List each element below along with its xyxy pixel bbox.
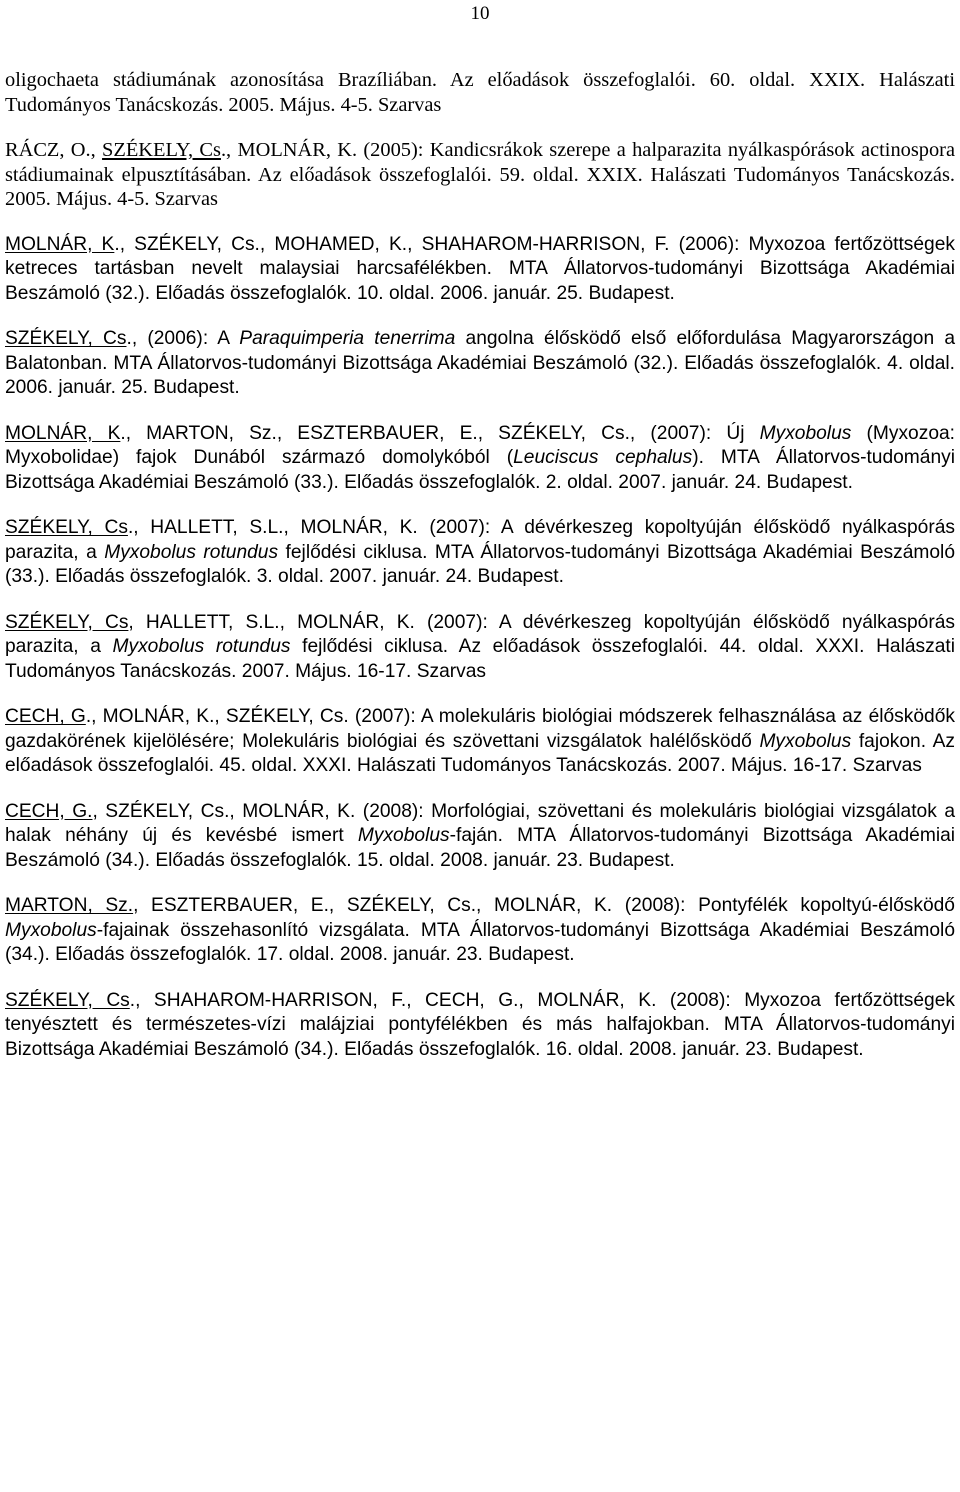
- reference-entry: [5, 327, 955, 401]
- reference-text: ., SZÉKELY, Cs., MOHAMED, K., SHAHAROM-HARRISON, F. (2006): Myxozoa fertőzöttségek ketreces tartásban nevelt malaysiai harcsafélékben. MTA Állatorvos-tudományi Bizottsága Akadémiai Beszámoló (32.). Előadás összefoglalók. 10. oldal. 2006. január. 25. Budapest.: [5, 233, 955, 304]
- reference-text: oligochaeta stádiumának azonosítása Brazíliában. Az előadások összefoglalói. 60. oldal. XXIX. Halászati Tudományos Tanácskozás. 2005. Május. 4-5. Szarvas: [5, 69, 955, 116]
- author-highlight: CECH, G.: [5, 800, 93, 822]
- reference-entry: [5, 138, 955, 212]
- reference-text: ). MTA Állatorvos-tudományi Bizottsága Akadémiai Beszámoló (33.). Előadás összefoglalók. 2. oldal. 2007. január. 24. Budapest.: [5, 447, 955, 493]
- reference-text: RÁCZ, O.: [5, 139, 91, 161]
- reference-entry: [5, 422, 955, 496]
- reference-text: fejlődési ciklusa. Az előadások összefoglalói. 44. oldal. XXXI. Halászati Tudományos Tanácskozás. 2007. Május. 16-17. Szarvas: [5, 636, 955, 682]
- species-name: Paraquimperia tenerrima: [239, 328, 456, 349]
- reference-text: angolna élősködő első előfordulása Magyarországon a Balatonban. MTA Állatorvos-tudományi Bizottsága Akadémiai Beszámoló (32.). Előadás összefoglalók. 4. oldal. 2006. január. 25. Budapest.: [5, 328, 956, 398]
- reference-text: ., HALLETT, S.L., MOLNÁR, K. (2007): A dévérkeszeg kopoltyúján élősködő nyálkaspórás parazita, a: [5, 517, 955, 563]
- reference-text: ., MARTON, Sz., ESZTERBAUER, E., SZÉKELY, Cs., (2007): Új: [120, 422, 760, 444]
- reference-text: -fajainak összehasonlító vizsgálata. MTA Állatorvos-tudományi Bizottsága Akadémiai Beszámoló (34.). Előadás összefoglalók. 17. oldal. 2008. január. 23. Budapest.: [5, 919, 955, 965]
- author-highlight: SZÉKELY, Cs: [102, 139, 221, 161]
- species-name: Myxobolus: [357, 825, 450, 846]
- reference-entry: [5, 894, 955, 968]
- author-highlight: MOLNÁR, K: [5, 233, 115, 255]
- reference-text: ., MOLNÁR, K., SZÉKELY, Cs. (2007): A molekuláris biológiai módszerek felhasználása az élősködők gazdakörének kijelölésére; Molekuláris biológiai és szövettani vizsgálatok halélősködő: [5, 706, 955, 752]
- author-highlight: CECH, G: [5, 706, 86, 727]
- species-name: Leuciscus cephalus: [513, 447, 693, 468]
- reference-entry: [5, 68, 955, 117]
- reference-text: , HALLETT, S.L., MOLNÁR, K. (2007): A dévérkeszeg kopoltyúján élősködő nyálkaspórás parazita, a: [5, 611, 955, 657]
- author-highlight: MARTON, Sz.: [5, 895, 134, 916]
- page-number: 10: [470, 3, 490, 24]
- reference-list: [5, 68, 955, 1083]
- reference-text: ., SHAHAROM-HARRISON, F., CECH, G., MOLNÁR, K. (2008): Myxozoa fertőzöttségek tenyésztett és természetes-vízi malájziai pontyfélékben és más halfajokban. MTA Állatorvos-tudományi Bizottsága Akadémiai Beszámoló (34.). Előadás összefoglalók. 16. oldal. 2008. január. 23. Budapest.: [5, 989, 955, 1060]
- reference-text: -faján. MTA Állatorvos-tudományi Bizottsága Akadémiai Beszámoló (34.). Előadás összefoglalók. 15. oldal. 2008. január. 23. Budapest.: [5, 825, 956, 871]
- author-highlight: SZÉKELY, Cs: [5, 989, 130, 1011]
- reference-text: , ESZTERBAUER, E., SZÉKELY, Cs., MOLNÁR, K. (2008): Pontyfélék kopoltyú-élősködő: [133, 895, 955, 916]
- species-name: Myxobolus rotundus: [112, 636, 291, 657]
- reference-entry: [5, 233, 955, 307]
- reference-entry: [5, 989, 955, 1063]
- reference-entry: [5, 800, 955, 874]
- reference-text: fejlődési ciklusa. MTA Állatorvos-tudományi Bizottsága Akadémiai Beszámoló (33.). Előadás összefoglalók. 3. oldal. 2007. január. 24. Budapest.: [5, 541, 955, 587]
- author-highlight: SZÉKELY, Cs: [5, 517, 128, 538]
- species-name: Myxobolus rotundus: [104, 541, 279, 563]
- reference-text: ,: [90, 139, 103, 161]
- author-highlight: MOLNÁR, K: [5, 422, 121, 444]
- author-highlight: SZÉKELY, Cs: [5, 611, 129, 633]
- species-name: Myxobolus: [5, 919, 97, 941]
- reference-text: fajokon. Az előadások összefoglalói. 45. oldal. XXXI. Halászati Tudományos Tanácskozás. 2007. Május. 16-17. Szarvas: [5, 730, 955, 776]
- reference-text: (Myxozoa: Myxobolidae) fajok Dunából származó domolykóból (: [5, 422, 955, 468]
- species-name: Myxobolus: [759, 730, 852, 752]
- reference-text: , SZÉKELY, Cs., MOLNÁR, K. (2008): Morfológiai, szövettani és molekuláris biológiai vizsgálatok a halak néhány új és kevésbé ismert: [5, 800, 955, 846]
- reference-entry: [5, 516, 955, 590]
- reference-entry: [5, 705, 955, 779]
- reference-entry: [5, 611, 955, 685]
- author-highlight: SZÉKELY, Cs: [5, 328, 127, 349]
- reference-text: ., (2006): A: [126, 328, 240, 349]
- reference-text: ., MOLNÁR, K. (2005): Kandicsrákok szerepe a halparazita nyálkaspórások actinospora stádiumainak elpusztításában. Az előadások összefoglalói. 59. oldal. XXIX. Halászati Tudományos Tanácskozás. 2005. Május. 4-5. Szarvas: [5, 139, 955, 210]
- species-name: Myxobolus: [759, 422, 852, 444]
